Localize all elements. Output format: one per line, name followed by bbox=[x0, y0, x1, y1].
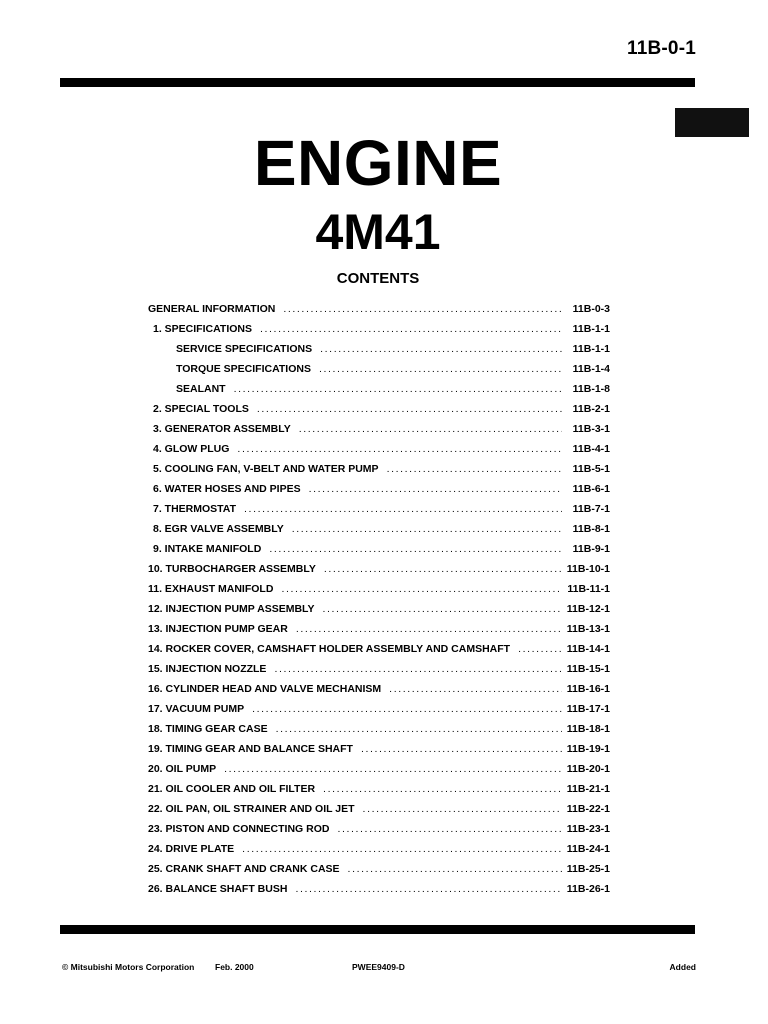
toc-entry-page: 11B-2-1 bbox=[572, 403, 610, 415]
toc-leader-dots bbox=[276, 723, 562, 735]
toc-entry-page: 11B-12-1 bbox=[566, 603, 610, 615]
toc-entry[interactable] bbox=[148, 863, 610, 883]
toc-entry-label: SERVICE SPECIFICATIONS bbox=[176, 343, 313, 355]
toc-leader-dots bbox=[257, 403, 562, 415]
toc-entry-page: 11B-5-1 bbox=[572, 463, 610, 475]
toc-entry-label: 5. COOLING FAN, V-BELT AND WATER PUMP bbox=[153, 463, 379, 475]
toc-entry-page: 11B-1-1 bbox=[572, 343, 610, 355]
toc-entry-page: 11B-0-3 bbox=[572, 303, 610, 315]
toc-entry-page: 11B-24-1 bbox=[566, 843, 610, 855]
toc-entry-label: 9. INTAKE MANIFOLD bbox=[153, 543, 262, 555]
toc-entry[interactable] bbox=[148, 463, 610, 483]
toc-entry[interactable] bbox=[148, 783, 610, 803]
toc-entry[interactable] bbox=[148, 323, 610, 343]
toc-entry[interactable] bbox=[148, 623, 610, 643]
page-title: ENGINE bbox=[253, 127, 503, 199]
toc-leader-dots bbox=[324, 563, 562, 575]
toc-leader-dots bbox=[323, 603, 563, 615]
toc-entry-label: 25. CRANK SHAFT AND CRANK CASE bbox=[148, 863, 340, 875]
toc-entry-page: 11B-21-1 bbox=[566, 783, 610, 795]
toc-entry-label: 1. SPECIFICATIONS bbox=[153, 323, 252, 335]
toc-entry[interactable] bbox=[148, 823, 610, 843]
toc-entry-label: 23. PISTON AND CONNECTING ROD bbox=[148, 823, 330, 835]
footer-copyright: © Mitsubishi Motors Corporation bbox=[62, 962, 195, 972]
toc-entry[interactable] bbox=[148, 363, 610, 383]
toc-leader-dots bbox=[237, 443, 562, 455]
toc-entry-label: 8. EGR VALVE ASSEMBLY bbox=[153, 523, 284, 535]
toc-entry-page: 11B-1-4 bbox=[572, 363, 610, 375]
toc-entry-label: 3. GENERATOR ASSEMBLY bbox=[153, 423, 291, 435]
toc-entry[interactable] bbox=[148, 683, 610, 703]
toc-entry[interactable] bbox=[148, 563, 610, 583]
toc-entry[interactable] bbox=[148, 443, 610, 463]
toc-entry[interactable] bbox=[148, 583, 610, 603]
toc-entry-label: 7. THERMOSTAT bbox=[153, 503, 237, 515]
toc-entry-label: 4. GLOW PLUG bbox=[153, 443, 230, 455]
toc-entry[interactable] bbox=[148, 543, 610, 563]
toc-entry-label: TORQUE SPECIFICATIONS bbox=[176, 363, 311, 375]
toc-leader-dots bbox=[363, 803, 562, 815]
toc-entry-label: SEALANT bbox=[176, 383, 226, 395]
toc-entry[interactable] bbox=[148, 703, 610, 723]
toc-entry-label: 24. DRIVE PLATE bbox=[148, 843, 235, 855]
toc-entry-label: 20. OIL PUMP bbox=[148, 763, 217, 775]
footer-doc-code: PWEE9409-D bbox=[352, 962, 405, 972]
toc-entry-label: 16. CYLINDER HEAD AND VALVE MECHANISM bbox=[148, 683, 382, 695]
toc-entry-page: 11B-8-1 bbox=[572, 523, 610, 535]
toc-entry[interactable] bbox=[148, 383, 610, 403]
toc-entry[interactable] bbox=[148, 663, 610, 683]
table-of-contents bbox=[148, 303, 610, 903]
toc-leader-dots bbox=[281, 583, 562, 595]
toc-entry[interactable] bbox=[148, 803, 610, 823]
toc-entry-page: 11B-25-1 bbox=[566, 863, 610, 875]
toc-entry-page: 11B-26-1 bbox=[566, 883, 610, 895]
toc-entry-page: 11B-13-1 bbox=[566, 623, 610, 635]
toc-entry-page: 11B-1-1 bbox=[572, 323, 610, 335]
toc-entry[interactable] bbox=[148, 483, 610, 503]
toc-entry-label: 11. EXHAUST MANIFOLD bbox=[148, 583, 274, 595]
toc-entry-page: 11B-16-1 bbox=[566, 683, 610, 695]
toc-entry[interactable] bbox=[148, 303, 610, 323]
toc-leader-dots bbox=[387, 463, 562, 475]
toc-entry[interactable] bbox=[148, 603, 610, 623]
toc-leader-dots bbox=[323, 783, 562, 795]
toc-entry-label: 21. OIL COOLER AND OIL FILTER bbox=[148, 783, 316, 795]
page-number: 11B-0-1 bbox=[627, 38, 696, 59]
toc-leader-dots bbox=[224, 763, 562, 775]
toc-leader-dots bbox=[295, 883, 562, 895]
toc-entry[interactable] bbox=[148, 763, 610, 783]
toc-leader-dots bbox=[320, 343, 562, 355]
toc-entry-label: 6. WATER HOSES AND PIPES bbox=[153, 483, 301, 495]
toc-entry-page: 11B-18-1 bbox=[566, 723, 610, 735]
toc-leader-dots bbox=[337, 823, 562, 835]
toc-leader-dots bbox=[234, 383, 562, 395]
toc-entry-page: 11B-14-1 bbox=[566, 643, 610, 655]
toc-entry-label: 10. TURBOCHARGER ASSEMBLY bbox=[148, 563, 316, 575]
toc-entry[interactable] bbox=[148, 883, 610, 903]
toc-leader-dots bbox=[252, 703, 562, 715]
toc-leader-dots bbox=[260, 323, 562, 335]
toc-entry[interactable] bbox=[148, 643, 610, 663]
toc-leader-dots bbox=[348, 863, 562, 875]
header-rule bbox=[60, 78, 695, 87]
toc-entry-label: 18. TIMING GEAR CASE bbox=[148, 723, 268, 735]
toc-entry[interactable] bbox=[148, 723, 610, 743]
footer-rule bbox=[60, 925, 695, 934]
toc-entry[interactable] bbox=[148, 523, 610, 543]
toc-leader-dots bbox=[299, 423, 562, 435]
toc-leader-dots bbox=[269, 543, 562, 555]
toc-entry-page: 11B-15-1 bbox=[566, 663, 610, 675]
toc-entry-page: 11B-17-1 bbox=[566, 703, 610, 715]
toc-leader-dots bbox=[389, 683, 562, 695]
toc-entry-page: 11B-7-1 bbox=[572, 503, 610, 515]
toc-leader-dots bbox=[244, 503, 562, 515]
toc-entry-label: 19. TIMING GEAR AND BALANCE SHAFT bbox=[148, 743, 353, 755]
toc-entry-page: 11B-3-1 bbox=[572, 423, 610, 435]
toc-entry-label: 12. INJECTION PUMP ASSEMBLY bbox=[148, 603, 315, 615]
toc-entry[interactable] bbox=[148, 503, 610, 523]
toc-entry-page: 11B-22-1 bbox=[566, 803, 610, 815]
toc-entry[interactable] bbox=[148, 423, 610, 443]
toc-entry-page: 11B-23-1 bbox=[566, 823, 610, 835]
toc-leader-dots bbox=[292, 523, 562, 535]
toc-entry-page: 11B-20-1 bbox=[566, 763, 610, 775]
toc-leader-dots bbox=[283, 303, 562, 315]
toc-entry-label: 2. SPECIAL TOOLS bbox=[153, 403, 249, 415]
toc-entry-page: 11B-11-1 bbox=[567, 583, 610, 595]
toc-entry[interactable] bbox=[148, 743, 610, 763]
toc-leader-dots bbox=[274, 663, 562, 675]
toc-entry-label: 15. INJECTION NOZZLE bbox=[148, 663, 267, 675]
toc-entry[interactable] bbox=[148, 843, 610, 863]
toc-entry-label: 22. OIL PAN, OIL STRAINER AND OIL JET bbox=[148, 803, 355, 815]
toc-entry-label: 14. ROCKER COVER, CAMSHAFT HOLDER ASSEMBLY AND CAMSHAFT bbox=[148, 643, 511, 655]
footer-date: Feb. 2000 bbox=[215, 962, 254, 972]
toc-entry-label: 13. INJECTION PUMP GEAR bbox=[148, 623, 288, 635]
toc-leader-dots bbox=[361, 743, 562, 755]
toc-entry-page: 11B-1-8 bbox=[572, 383, 610, 395]
toc-entry[interactable] bbox=[148, 343, 610, 363]
toc-leader-dots bbox=[309, 483, 562, 495]
toc-leader-dots bbox=[319, 363, 562, 375]
page-subtitle: 4M41 bbox=[315, 204, 441, 260]
toc-entry-label: GENERAL INFORMATION bbox=[148, 303, 276, 315]
toc-entry-label: 26. BALANCE SHAFT BUSH bbox=[148, 883, 288, 895]
footer-status: Added bbox=[669, 962, 696, 972]
toc-leader-dots bbox=[518, 643, 562, 655]
toc-entry-page: 11B-10-1 bbox=[566, 563, 610, 575]
toc-entry-page: 11B-4-1 bbox=[572, 443, 610, 455]
toc-entry[interactable] bbox=[148, 403, 610, 423]
toc-entry-page: 11B-19-1 bbox=[566, 743, 610, 755]
toc-entry-page: 11B-9-1 bbox=[572, 543, 610, 555]
contents-heading: CONTENTS bbox=[336, 270, 420, 287]
toc-leader-dots bbox=[296, 623, 562, 635]
toc-leader-dots bbox=[242, 843, 562, 855]
toc-entry-page: 11B-6-1 bbox=[572, 483, 610, 495]
toc-entry-label: 17. VACUUM PUMP bbox=[148, 703, 245, 715]
